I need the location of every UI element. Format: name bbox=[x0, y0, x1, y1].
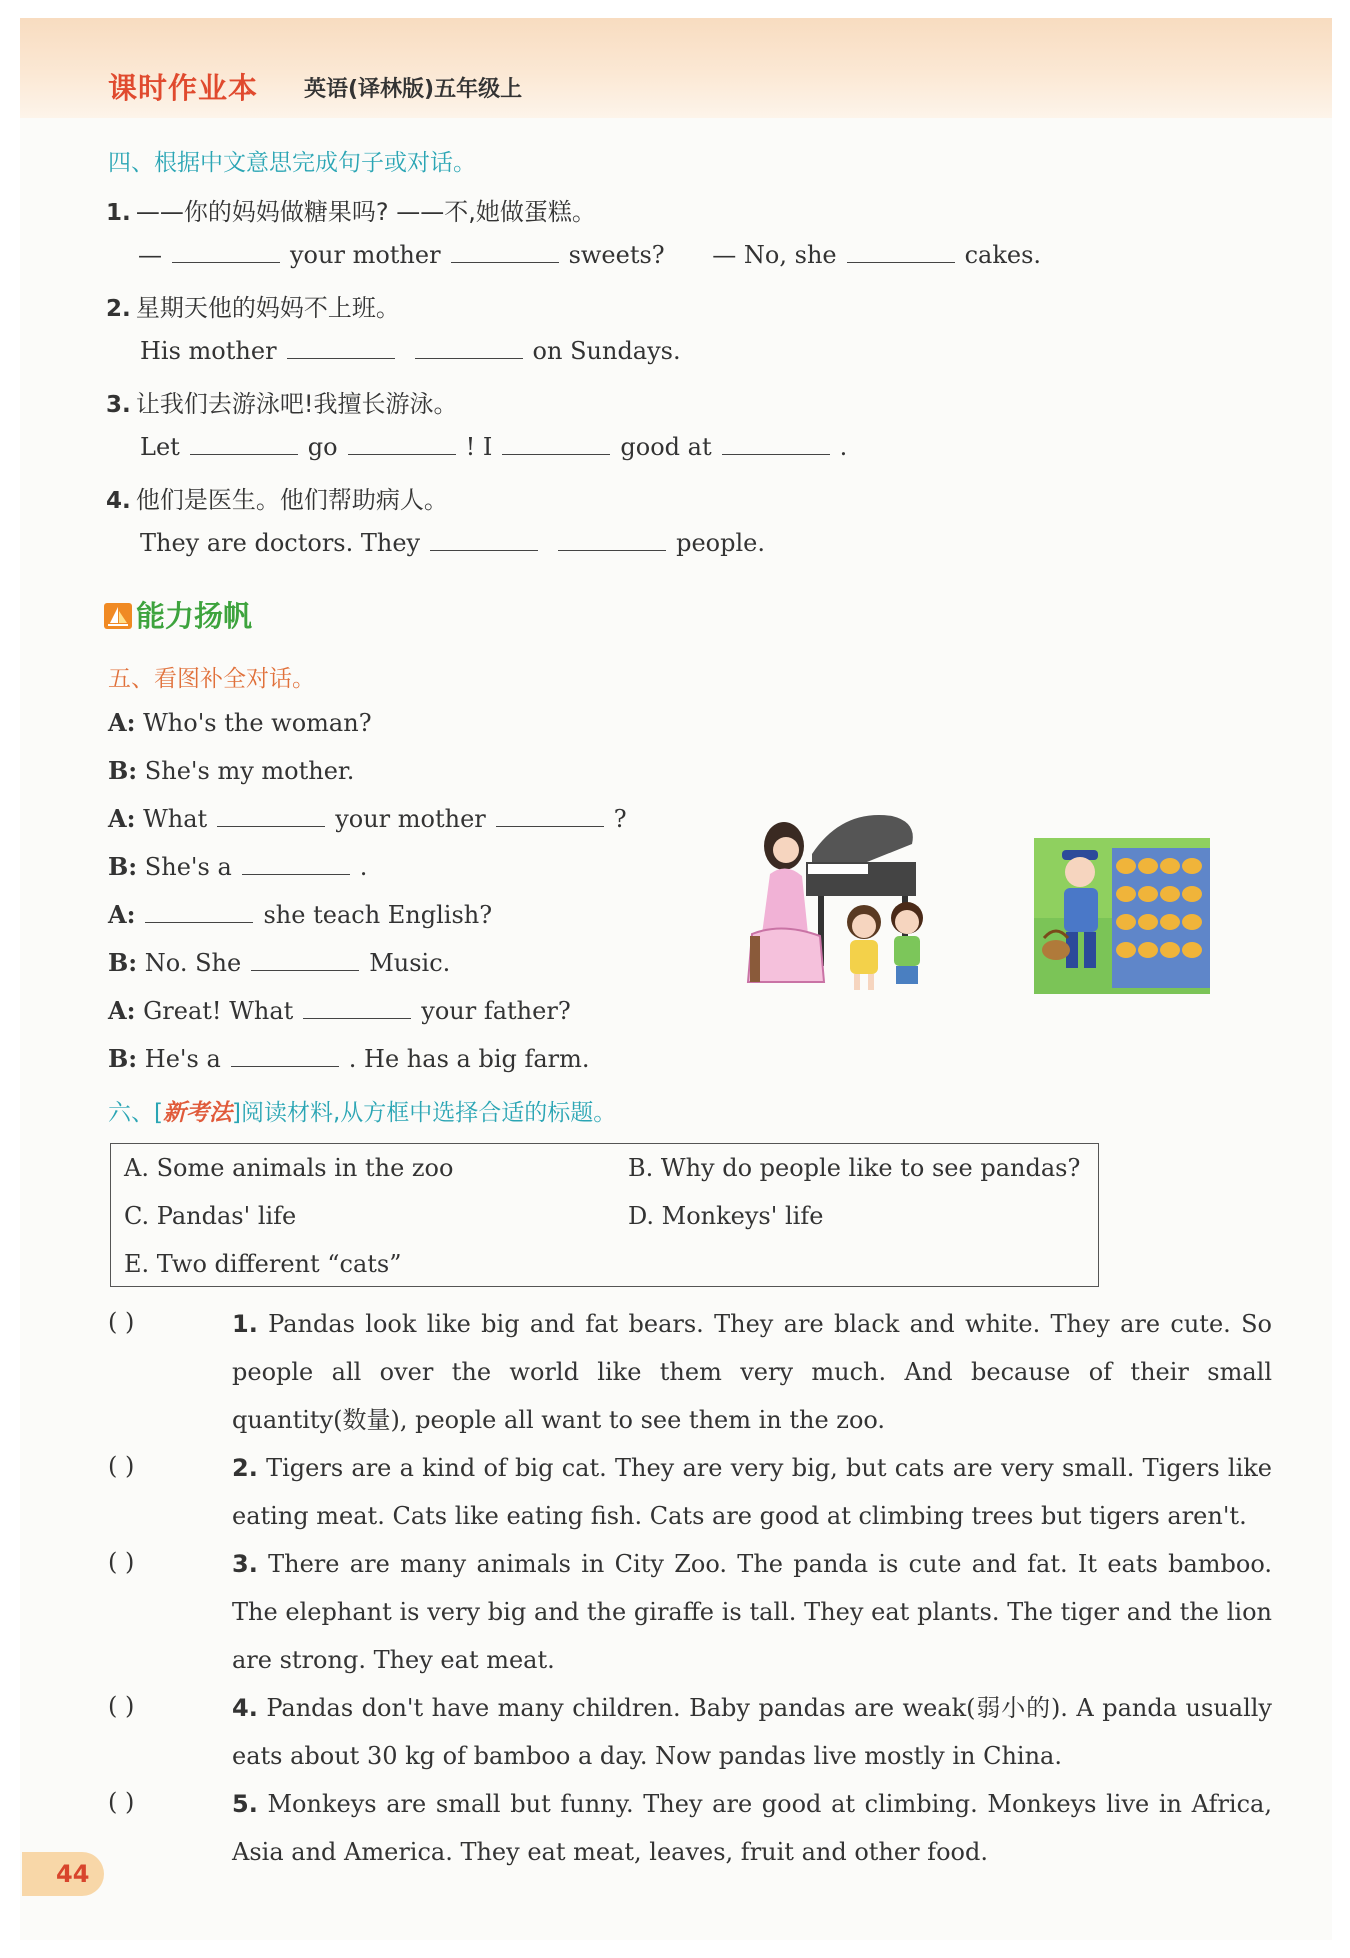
text-fragment: she teach English? bbox=[263, 901, 493, 929]
passage-text: Pandas don't have many children. Baby pandas are weak(弱小的). A panda usually eats about 30 kg of bamboo a day. Now pandas live mostly in China. bbox=[232, 1694, 1272, 1770]
dialogue-line bbox=[108, 756, 354, 785]
s4-q3-en-line bbox=[140, 432, 847, 461]
answer-blank[interactable] bbox=[558, 528, 666, 551]
text-fragment: He's a bbox=[144, 1045, 221, 1073]
s4-q2-cn-line bbox=[106, 288, 400, 323]
dialogue-line bbox=[108, 804, 627, 833]
text-fragment: Let bbox=[140, 433, 180, 461]
passage-number: 3. bbox=[232, 1550, 258, 1578]
speaker-label: B: bbox=[108, 852, 138, 881]
passage-1 bbox=[232, 1300, 1272, 1444]
dialogue-line bbox=[108, 852, 367, 881]
answer-blank[interactable] bbox=[847, 240, 955, 263]
chinese-prompt: ——你的妈妈做糖果吗? ——不,她做蛋糕。 bbox=[135, 198, 596, 226]
speaker-label: A: bbox=[108, 804, 136, 833]
text-fragment: His mother bbox=[140, 337, 277, 365]
option-d: D. Monkeys' life bbox=[628, 1202, 824, 1230]
text-fragment: What bbox=[143, 805, 208, 833]
dialogue-line bbox=[108, 708, 372, 737]
speaker-label: B: bbox=[108, 948, 138, 977]
new-method-tag: 新考法 bbox=[162, 1100, 232, 1126]
answer-blank[interactable] bbox=[303, 996, 411, 1019]
speaker-label: A: bbox=[108, 996, 136, 1025]
passage-text: Monkeys are small but funny. They are good at climbing. Monkeys live in Africa, Asia and America. They eat meat, leaves, fruit and other food. bbox=[232, 1790, 1272, 1866]
dialogue-line bbox=[108, 900, 492, 929]
passage-number: 2. bbox=[232, 1454, 258, 1482]
text-fragment: . He has a big farm. bbox=[348, 1045, 590, 1073]
s4-q4-en-line bbox=[140, 528, 765, 557]
answer-blank[interactable] bbox=[502, 432, 610, 455]
text-fragment: sweets? bbox=[568, 241, 665, 269]
answer-parentheses[interactable]: ( ) bbox=[108, 1548, 135, 1576]
speaker-label: B: bbox=[108, 756, 138, 785]
page-number: 44 bbox=[56, 1860, 90, 1888]
answer-parentheses[interactable]: ( ) bbox=[108, 1788, 135, 1816]
question-number: 1. bbox=[106, 200, 131, 226]
passage-number: 4. bbox=[232, 1694, 258, 1722]
answer-blank[interactable] bbox=[348, 432, 456, 455]
text-fragment: Music. bbox=[369, 949, 451, 977]
text-fragment: They are doctors. They bbox=[140, 529, 421, 557]
answer-blank[interactable] bbox=[217, 804, 325, 827]
chinese-prompt: 让我们去游泳吧!我擅长游泳。 bbox=[135, 390, 458, 418]
text-fragment: ! I bbox=[465, 433, 493, 461]
passage-number: 1. bbox=[232, 1310, 258, 1338]
option-c: C. Pandas' life bbox=[124, 1202, 297, 1230]
book-brand: 课时作业本 bbox=[108, 71, 259, 105]
answer-parentheses[interactable]: ( ) bbox=[108, 1692, 135, 1720]
text-fragment: She's my mother. bbox=[144, 757, 355, 785]
dialogue-line bbox=[108, 996, 571, 1025]
ability-heading bbox=[104, 594, 252, 635]
speaker-label: A: bbox=[108, 900, 136, 929]
text-fragment: Great! What bbox=[143, 997, 294, 1025]
answer-blank[interactable] bbox=[242, 852, 350, 875]
text-fragment: No. She bbox=[144, 949, 242, 977]
passage-text: Pandas look like big and fat bears. They are black and white. They are cute. So people all over the world like them very much. And because of their small quantity(数量), people all want to see them in the zoo. bbox=[232, 1310, 1272, 1434]
s4-q1-cn-line bbox=[106, 192, 596, 227]
text-fragment: your mother bbox=[335, 805, 486, 833]
text-fragment: . bbox=[839, 433, 848, 461]
option-e: E. Two different “cats” bbox=[124, 1250, 402, 1278]
s4-q1-en-line bbox=[138, 240, 1041, 269]
text-fragment: ? bbox=[613, 805, 627, 833]
answer-blank[interactable] bbox=[496, 804, 604, 827]
text-fragment: people. bbox=[676, 529, 765, 557]
ability-title: 能力扬帆 bbox=[136, 599, 253, 633]
text-fragment: on Sundays. bbox=[532, 337, 681, 365]
text-fragment: Who's the woman? bbox=[143, 709, 372, 737]
option-b: B. Why do people like to see pandas? bbox=[628, 1154, 1081, 1182]
section6-title bbox=[108, 1094, 616, 1127]
answer-blank[interactable] bbox=[145, 900, 253, 923]
answer-blank[interactable] bbox=[172, 240, 280, 263]
text-fragment: cakes. bbox=[964, 241, 1042, 269]
answer-blank[interactable] bbox=[231, 1044, 339, 1067]
passage-4 bbox=[232, 1684, 1272, 1780]
piano-teacher-illustration bbox=[742, 804, 954, 994]
answer-parentheses[interactable]: ( ) bbox=[108, 1452, 135, 1480]
speaker-label: A: bbox=[108, 708, 136, 737]
question-number: 4. bbox=[106, 488, 131, 514]
answer-blank[interactable] bbox=[722, 432, 830, 455]
answer-blank[interactable] bbox=[451, 240, 559, 263]
sail-icon bbox=[104, 603, 132, 629]
text-fragment: your father? bbox=[421, 997, 571, 1025]
answer-blank[interactable] bbox=[430, 528, 538, 551]
chinese-prompt: 他们是医生。他们帮助病人。 bbox=[135, 486, 448, 514]
answer-blank[interactable] bbox=[190, 432, 298, 455]
option-a: A. Some animals in the zoo bbox=[124, 1154, 454, 1182]
passage-text: Tigers are a kind of big cat. They are very big, but cats are very small. Tigers like eating meat. Cats like eating fish. Cats are good at climbing trees but tigers aren't. bbox=[232, 1454, 1272, 1530]
dialogue-line bbox=[108, 1044, 590, 1073]
page-number-tab bbox=[22, 1852, 104, 1896]
speaker-label: B: bbox=[108, 1044, 138, 1073]
text-fragment: . bbox=[359, 853, 368, 881]
s4-q4-cn-line bbox=[106, 480, 448, 515]
chinese-prompt: 星期天他的妈妈不上班。 bbox=[135, 294, 400, 322]
book-subtitle: 英语(译林版)五年级上 bbox=[304, 77, 523, 102]
passage-2 bbox=[232, 1444, 1272, 1540]
farmer-illustration bbox=[1034, 838, 1210, 994]
s4-q3-cn-line bbox=[106, 384, 457, 419]
text-fragment: go bbox=[307, 433, 338, 461]
dialogue-line bbox=[108, 948, 450, 977]
question-number: 2. bbox=[106, 296, 131, 322]
passage-3 bbox=[232, 1540, 1272, 1684]
question-number: 3. bbox=[106, 392, 131, 418]
title-prefix: 六、[ bbox=[108, 1100, 163, 1126]
answer-blank[interactable] bbox=[415, 336, 523, 359]
answer-blank[interactable] bbox=[287, 336, 395, 359]
text-fragment: your mother bbox=[290, 241, 441, 269]
section5-title: 五、看图补全对话。 bbox=[108, 666, 315, 692]
text-fragment: — No, she bbox=[712, 241, 837, 269]
answer-blank[interactable] bbox=[251, 948, 359, 971]
answer-parentheses[interactable]: ( ) bbox=[108, 1308, 135, 1336]
passage-number: 5. bbox=[232, 1790, 258, 1818]
passage-5 bbox=[232, 1780, 1272, 1876]
passage-text: There are many animals in City Zoo. The panda is cute and fat. It eats bamboo. The elephant is very big and the giraffe is tall. They eat plants. The tiger and the lion are strong. They eat meat. bbox=[232, 1550, 1273, 1674]
text-fragment: She's a bbox=[144, 853, 232, 881]
text-fragment: good at bbox=[620, 433, 712, 461]
section4-title: 四、根据中文意思完成句子或对话。 bbox=[108, 150, 476, 176]
text-fragment: — bbox=[138, 241, 162, 269]
title-suffix: ]阅读材料,从方框中选择合适的标题。 bbox=[231, 1100, 617, 1126]
s4-q2-en-line bbox=[140, 336, 681, 365]
